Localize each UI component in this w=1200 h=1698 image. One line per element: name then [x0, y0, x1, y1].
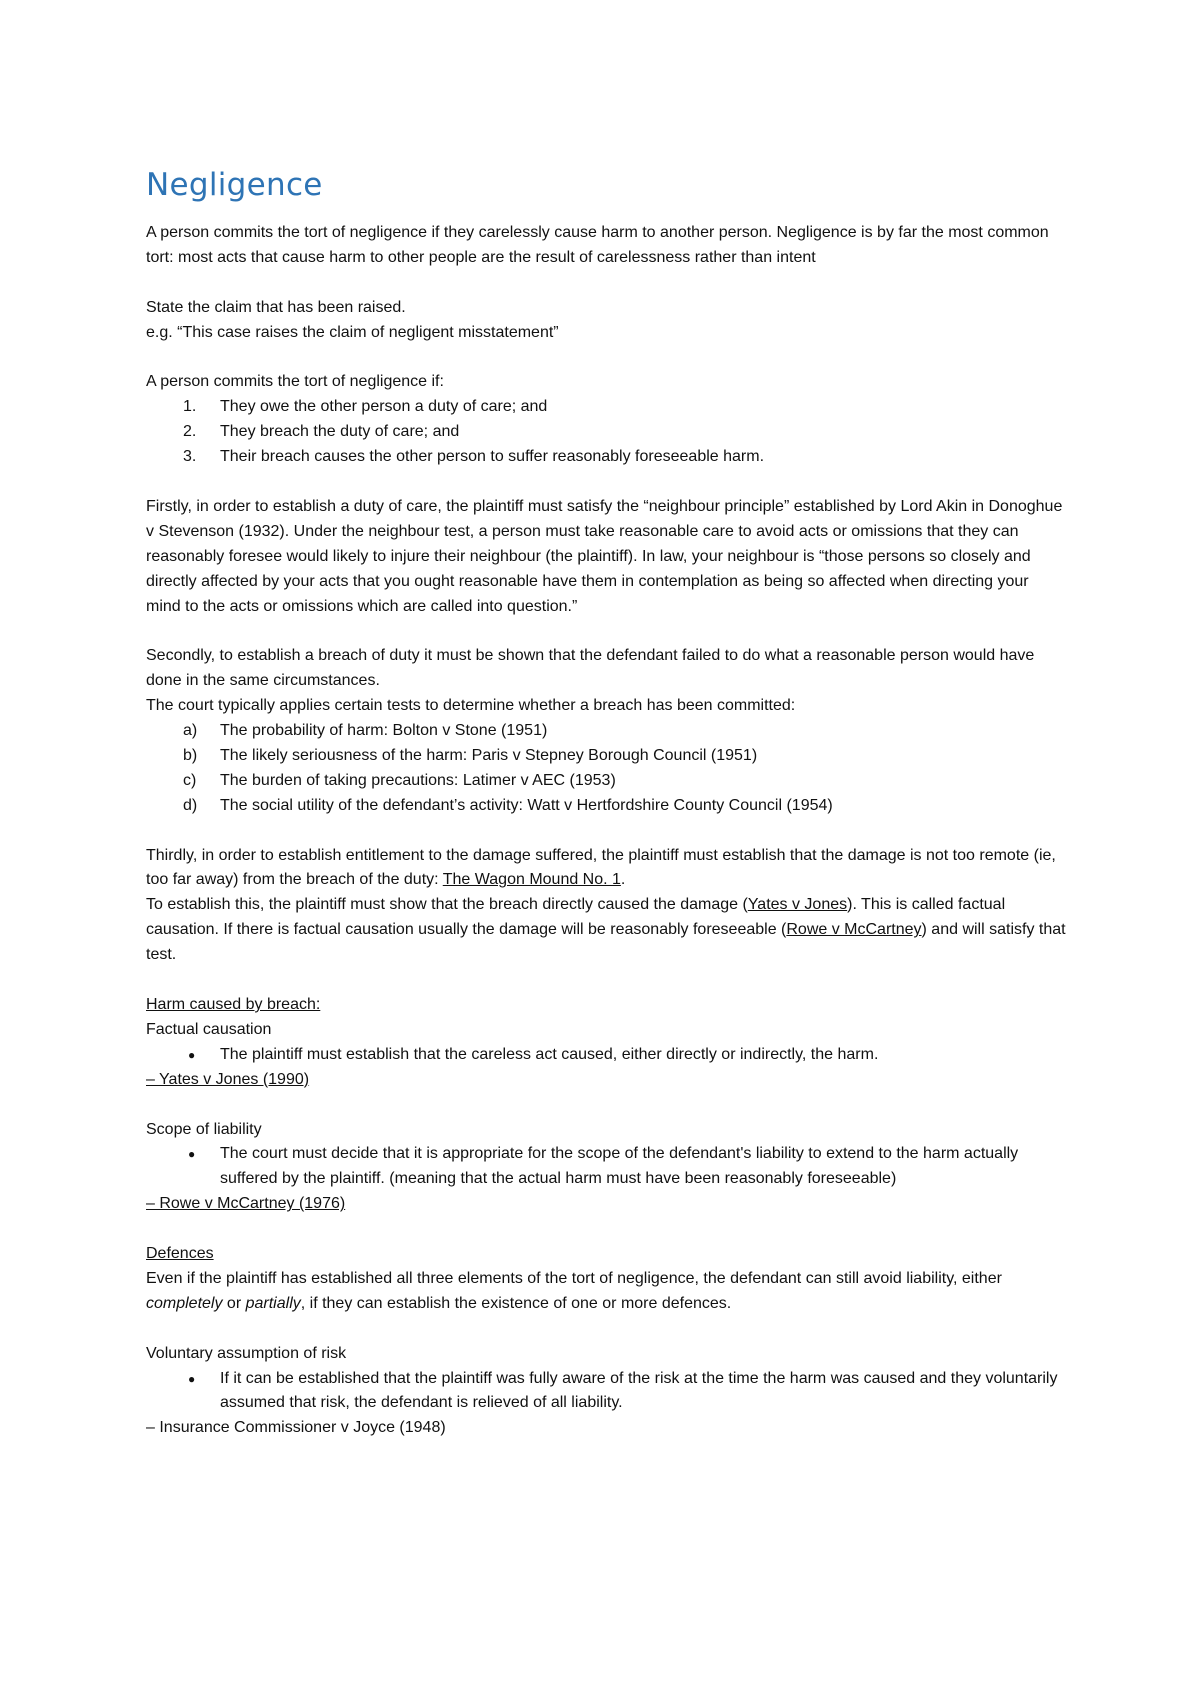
- bullet-icon: ●: [188, 1147, 196, 1162]
- list-item-text: Their breach causes the other person to suffer reasonably foreseeable harm.: [220, 448, 765, 466]
- remoteness-text: Thirdly, in order to establish entitlement to the damage suffered, the plaintiff must establish that the damage is not too remote (ie, too far away) from the breach of the duty:: [146, 846, 1056, 889]
- list-marker: d): [183, 796, 198, 814]
- breach-tests-lead: The court typically applies certain tests to determine whether a breach has been committed:: [146, 697, 796, 715]
- intro-paragraph: A person commits the tort of negligence if they carelessly cause harm to another person. Negligence is by far the most common tort: most acts that cause harm to other people are the result of carelessness rather than intent: [146, 224, 1049, 266]
- causation-text: To establish this, the plaintiff must show that the breach directly caused the damage (: [146, 896, 748, 914]
- list-marker: a): [183, 722, 198, 740]
- list-marker: 3.: [183, 448, 197, 466]
- defences-heading: Defences: [146, 1245, 214, 1263]
- list-item: [146, 420, 1066, 445]
- list-item: [146, 794, 1066, 819]
- breach-tests-list: [146, 719, 1066, 819]
- list-item-text: The probability of harm: Bolton v Stone (1951): [220, 722, 548, 740]
- list-item: [146, 395, 1066, 420]
- case-citation: – Insurance Commissioner v Joyce (1948): [146, 1419, 446, 1437]
- causation-text: ) and will satisfy that test.: [146, 921, 1066, 964]
- state-claim-line: State the claim that has been raised.: [146, 298, 406, 316]
- list-item: [146, 1367, 1066, 1417]
- case-citation: The Wagon Mound No. 1: [442, 871, 621, 889]
- list-item-text: The social utility of the defendant’s activity: Watt v Hertfordshire County Council (1954): [220, 796, 833, 814]
- list-item: [146, 445, 1066, 470]
- list-item-text: They owe the other person a duty of care; and: [220, 398, 548, 416]
- voluntary-assumption-list: [146, 1367, 1066, 1417]
- factual-causation-heading: Factual causation: [146, 1020, 272, 1038]
- defences-text: , if they can establish the existence of one or more defences.: [300, 1294, 732, 1312]
- bullet-icon: ●: [188, 1047, 196, 1062]
- causation-text: ). This is called factual causation. If there is factual causation usually the damage will be reasonably foreseeable (: [146, 896, 1006, 939]
- list-marker: c): [183, 771, 197, 789]
- elements-list: [146, 395, 1066, 470]
- list-item: [146, 1043, 1066, 1068]
- case-citation: Yates v Jones: [747, 896, 848, 914]
- list-item: [146, 719, 1066, 744]
- scope-of-liability-list: [146, 1142, 1066, 1192]
- list-item-text: The plaintiff must establish that the careless act caused, either directly or indirectly, the harm.: [220, 1045, 879, 1063]
- list-marker: 1.: [183, 398, 197, 416]
- list-item-text: If it can be established that the plaintiff was fully aware of the risk at the time the harm was caused and they voluntarily assumed that risk, the defendant is relieved of all liability.: [220, 1369, 1058, 1412]
- list-marker: 2.: [183, 423, 197, 441]
- list-marker: b): [183, 746, 198, 764]
- state-claim-example: e.g. “This case raises the claim of negligent misstatement”: [146, 323, 559, 341]
- list-item-text: They breach the duty of care; and: [220, 423, 460, 441]
- list-item: [146, 744, 1066, 769]
- breach-paragraph: Secondly, to establish a breach of duty it must be shown that the defendant failed to do what a reasonable person would have done in the same circumstances.: [146, 647, 1035, 690]
- defences-text: or: [222, 1294, 246, 1312]
- list-item: [146, 769, 1066, 794]
- voluntary-assumption-heading: Voluntary assumption of risk: [146, 1344, 347, 1362]
- elements-lead: A person commits the tort of negligence if:: [146, 373, 444, 391]
- emphasis-text: partially: [245, 1294, 301, 1312]
- harm-heading: Harm caused by breach:: [146, 996, 321, 1013]
- list-item-text: The likely seriousness of the harm: Paris v Stepney Borough Council (1951): [220, 746, 758, 764]
- bullet-icon: ●: [188, 1371, 196, 1386]
- factual-causation-list: [146, 1043, 1066, 1068]
- list-item: [146, 1142, 1066, 1192]
- duty-of-care-paragraph: Firstly, in order to establish a duty of care, the plaintiff must satisfy the “neighbour principle” established by Lord Akin in Donoghue v Stevenson (1932). Under the neighbour test, a person must take reasonable care to avoid acts or omissions that they can reasonably foresee would likely to injure their neighbour (the plaintiff). In law, your neighbour is “those persons so closely and directly affected by your acts that you ought reasonable have them in contemplation as being so affected when directing your mind to the acts or omissions which are called into question.”: [146, 497, 1063, 615]
- remoteness-paragraph: [146, 844, 1066, 894]
- page-title: Negligence: [146, 167, 323, 203]
- document-page: [146, 165, 1066, 1441]
- emphasis-text: completely: [146, 1294, 223, 1312]
- defences-paragraph: [146, 1267, 1066, 1317]
- case-citation: – Rowe v McCartney (1976): [146, 1195, 346, 1213]
- list-item-text: The burden of taking precautions: Latimer v AEC (1953): [220, 771, 616, 789]
- causation-paragraph: [146, 893, 1066, 968]
- scope-of-liability-heading: Scope of liability: [146, 1120, 262, 1138]
- remoteness-text: .: [620, 871, 626, 889]
- case-citation: – Yates v Jones (1990): [146, 1070, 310, 1088]
- case-citation: Rowe v McCartney: [786, 921, 922, 939]
- defences-text: Even if the plaintiff has established all three elements of the tort of negligence, the defendant can still avoid liability, either: [146, 1269, 1002, 1287]
- list-item-text: The court must decide that it is appropriate for the scope of the defendant's liability to extend to the harm actually suffered by the plaintiff. (meaning that the actual harm must have been reasonably foreseeable): [220, 1145, 1019, 1188]
